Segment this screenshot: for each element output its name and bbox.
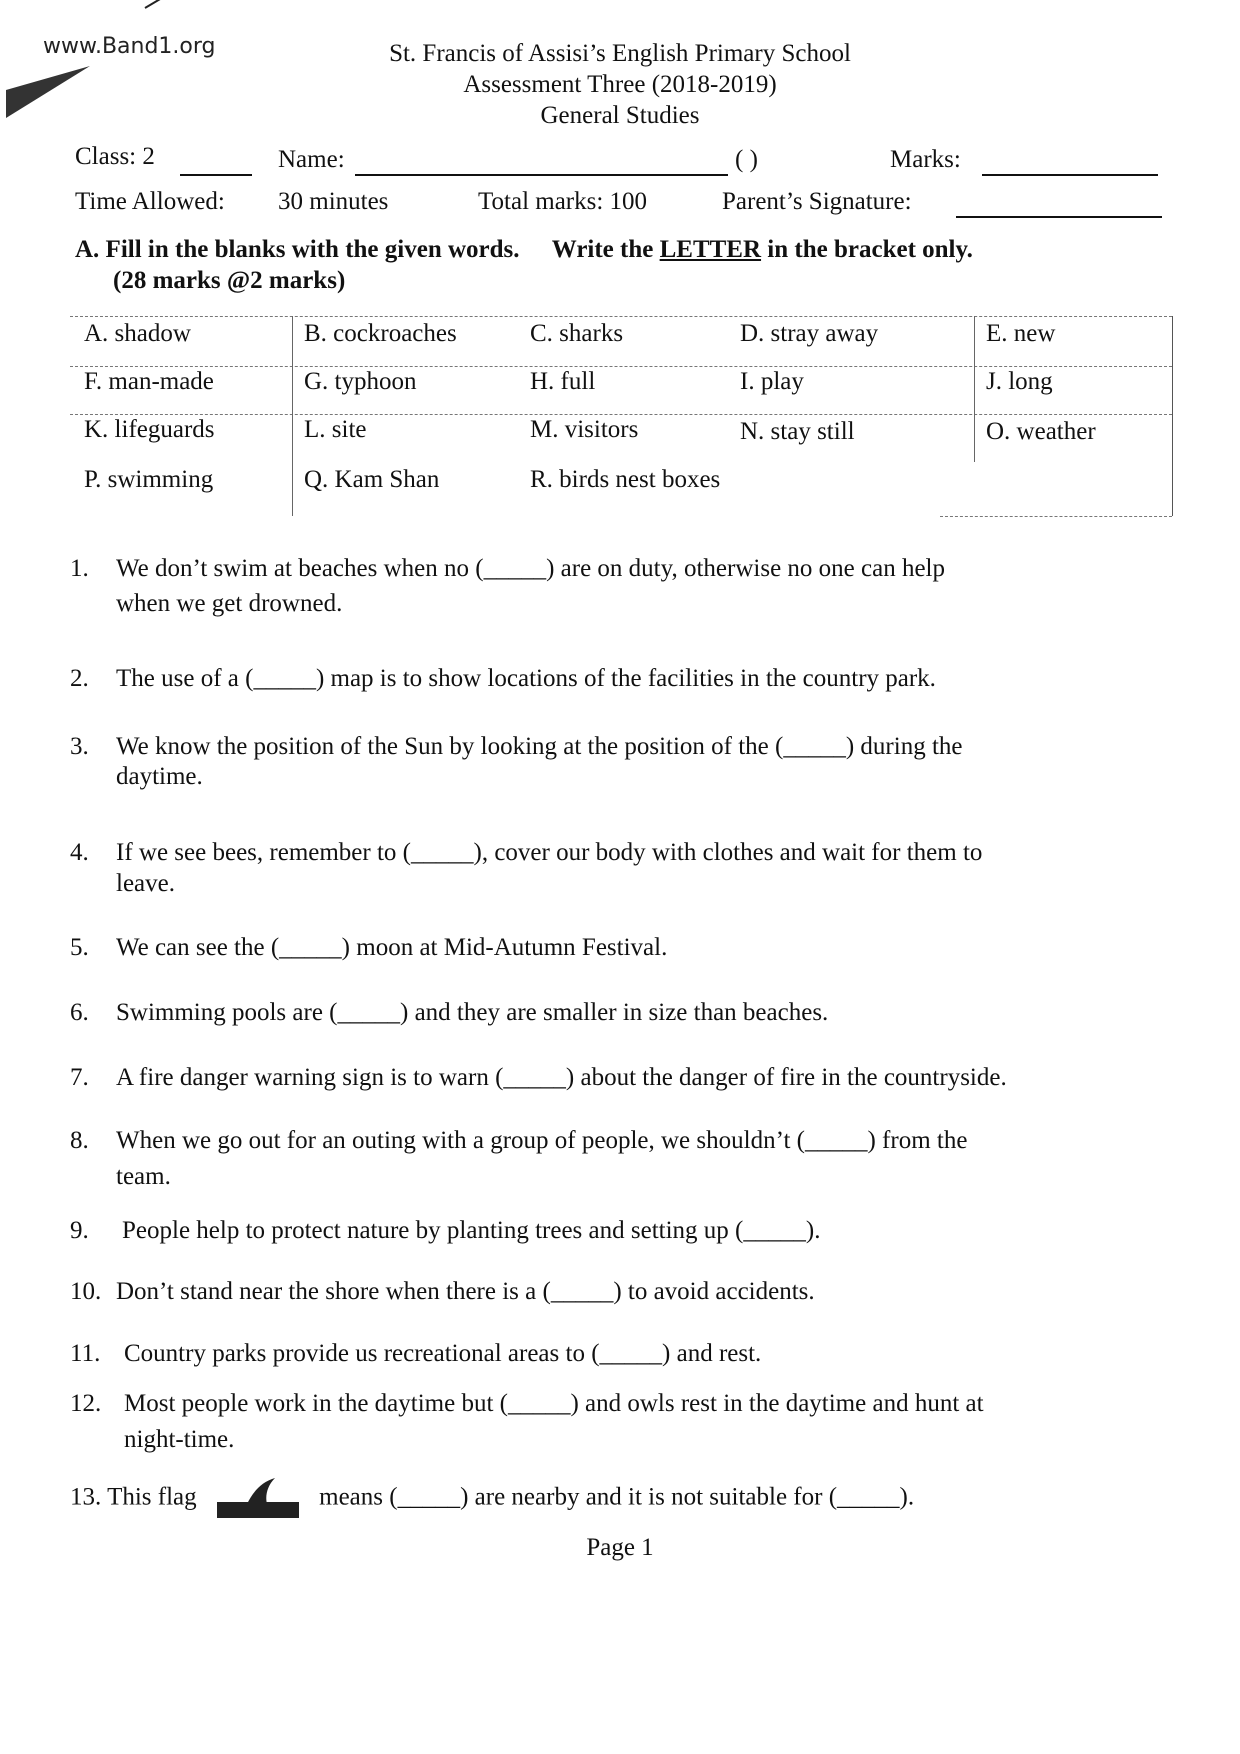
word-k: K. lifeguards — [84, 416, 215, 443]
instruction-part-3: in the bracket only. — [761, 236, 973, 263]
word-g: G. typhoon — [304, 368, 417, 395]
question-11-number: 11. — [70, 1340, 101, 1367]
question-6-text: Swimming pools are (_____) and they are smaller in size than beaches. — [116, 999, 829, 1026]
instruction-letter-emphasis: LETTER — [659, 236, 762, 263]
question-9-number: 9. — [70, 1217, 89, 1244]
word-n: N. stay still — [740, 418, 855, 445]
question-3-text: We know the position of the Sun by looking at the position of the (_____) during the — [116, 733, 963, 760]
question-2-text: The use of a (_____) map is to show locations of the facilities in the country park. — [116, 665, 936, 692]
word-a: A. shadow — [84, 320, 191, 347]
word-i: I. play — [740, 368, 804, 395]
question-10-number: 10. — [70, 1278, 102, 1305]
question-12-number: 12. — [70, 1390, 102, 1417]
watermark: www.Band1.org — [43, 34, 216, 59]
marks-label: Marks: — [890, 146, 961, 173]
instruction-part-1: A. Fill in the blanks with the given words. — [75, 236, 520, 263]
question-13 — [70, 1478, 914, 1520]
signature-label: Parent’s Signature: — [722, 188, 912, 215]
question-1-number: 1. — [70, 555, 89, 582]
assessment-title: Assessment Three (2018-2019) — [463, 71, 777, 98]
question-12-text: Most people work in the daytime but (_____) and owls rest in the daytime and hunt at — [124, 1390, 984, 1417]
question-8-number: 8. — [70, 1127, 89, 1154]
subject-title: General Studies — [540, 102, 700, 129]
time-allowed-value: 30 minutes — [278, 188, 389, 215]
question-4-text-cont: leave. — [116, 870, 175, 897]
question-9-text: People help to protect nature by planting trees and setting up (_____). — [122, 1217, 821, 1244]
question-5-number: 5. — [70, 934, 89, 961]
word-m: M. visitors — [530, 416, 639, 443]
question-13-text-before: This flag — [107, 1483, 197, 1511]
question-3-text-cont: daytime. — [116, 763, 203, 790]
question-8-text-cont: team. — [116, 1163, 171, 1190]
word-q: Q. Kam Shan — [304, 466, 440, 493]
question-6-number: 6. — [70, 999, 89, 1026]
name-label: Name: — [278, 146, 345, 173]
section-a-marks: (28 marks @2 marks) — [113, 267, 346, 294]
page-number: Page 1 — [586, 1534, 654, 1561]
question-12-text-cont: night-time. — [124, 1426, 235, 1453]
question-5-text: We can see the (_____) moon at Mid-Autumn Festival. — [116, 934, 668, 961]
class-number-bracket[interactable]: ( ) — [735, 146, 758, 173]
instruction-part-2: Write the — [551, 236, 660, 263]
question-3-number: 3. — [70, 733, 89, 760]
word-d: D. stray away — [740, 320, 879, 347]
word-r: R. birds nest boxes — [530, 466, 721, 493]
class-field[interactable] — [180, 150, 252, 176]
question-13-number: 13. — [70, 1483, 102, 1511]
word-h: H. full — [530, 368, 596, 395]
section-a-instruction — [75, 236, 973, 264]
question-4-number: 4. — [70, 839, 89, 866]
question-1-text: We don’t swim at beaches when no (_____) are on duty, otherwise no one can help — [116, 555, 946, 582]
total-marks: Total marks: 100 — [478, 188, 648, 215]
signature-field[interactable] — [956, 192, 1162, 218]
word-b: B. cockroaches — [304, 320, 457, 347]
school-name: St. Francis of Assisi’s English Primary School — [389, 40, 851, 67]
class-label: Class: 2 — [75, 143, 155, 170]
question-7-number: 7. — [70, 1064, 89, 1091]
word-j: J. long — [986, 368, 1053, 395]
marks-field[interactable] — [982, 150, 1158, 176]
question-1-text-cont: when we get drowned. — [116, 590, 343, 617]
question-7-text: A fire danger warning sign is to warn (_____) about the danger of fire in the countryside. — [116, 1064, 1007, 1091]
question-13-text-after: means (_____) are nearby and it is not suitable for (_____). — [319, 1483, 915, 1511]
word-e: E. new — [986, 320, 1056, 347]
name-field[interactable] — [355, 150, 728, 176]
question-2-number: 2. — [70, 665, 89, 692]
question-8-text: When we go out for an outing with a group of people, we shouldn’t (_____) from the — [116, 1127, 968, 1154]
word-o: O. weather — [986, 418, 1096, 445]
question-11-text: Country parks provide us recreational areas to (_____) and rest. — [124, 1340, 762, 1367]
word-l: L. site — [304, 416, 367, 443]
word-p: P. swimming — [84, 466, 214, 493]
time-allowed-label: Time Allowed: — [75, 188, 225, 215]
word-f: F. man-made — [84, 368, 214, 395]
question-4-text: If we see bees, remember to (_____), cover our body with clothes and wait for them to — [116, 839, 983, 866]
question-10-text: Don’t stand near the shore when there is a (_____) to avoid accidents. — [116, 1278, 815, 1305]
shark-flag-icon — [217, 1478, 299, 1520]
word-c: C. sharks — [530, 320, 624, 347]
word-bank-table — [70, 316, 1173, 516]
